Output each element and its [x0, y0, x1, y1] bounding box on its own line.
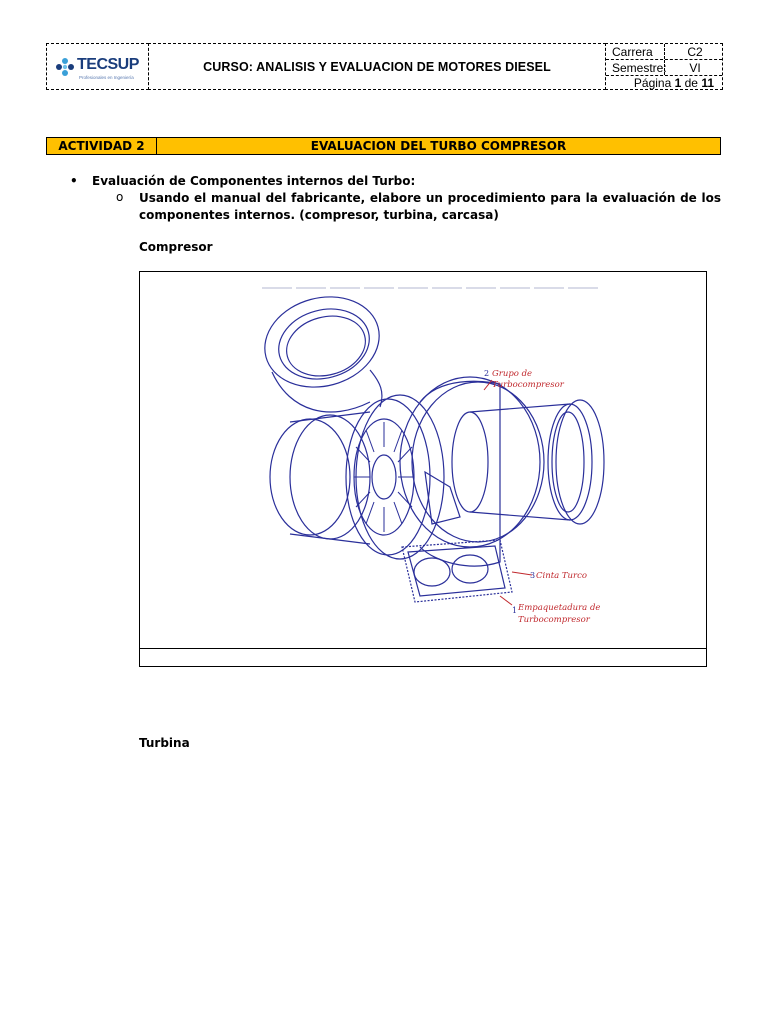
logo-tagline: Profesionales en Ingeniería: [79, 75, 134, 80]
semestre-row: [606, 60, 722, 76]
carrera-row: [606, 44, 722, 60]
figure-caption-row: [140, 648, 706, 666]
logo-cell: [46, 43, 149, 90]
section-turbina-heading: Turbina: [139, 736, 190, 750]
callout-2-number: 2: [484, 369, 490, 378]
carrera-value: C2: [687, 45, 703, 59]
page-mid: de: [681, 76, 702, 90]
course-title: CURSO: ANALISIS Y EVALUACION DE MOTORES DIESEL: [203, 60, 551, 74]
semestre-value: VI: [689, 61, 701, 75]
callout-2-line2: Turbocompresor: [492, 380, 564, 390]
callout-2-line1: Grupo de: [492, 369, 533, 379]
meta-cell: [605, 43, 723, 90]
logo-wordmark: TECSUP: [77, 56, 139, 73]
semestre-label: Semestre:: [612, 61, 667, 75]
bullet-heading: Evaluación de Componentes internos del Turbo:: [92, 174, 416, 188]
callout-3-line1: Cinta Turco: [536, 571, 587, 581]
course-cell: [148, 43, 606, 90]
turbocharger-drawing: [140, 272, 706, 649]
document-header: [46, 43, 723, 90]
section-compresor-heading: Compresor: [139, 240, 213, 254]
page-indicator: [634, 76, 714, 90]
carrera-label: Carrera: [612, 45, 653, 59]
activity-bar: [46, 137, 721, 155]
callout-1-line1: Empaquetadura de: [518, 603, 601, 613]
callout-1-number: 1: [512, 606, 518, 615]
page-row: [606, 76, 722, 91]
tecsup-logo: [55, 55, 145, 83]
tecsup-logo-icon: [55, 57, 75, 77]
activity-label: ACTIVIDAD 2: [47, 138, 157, 154]
page-total: 11: [701, 76, 714, 90]
bullet-glyph: •: [70, 174, 78, 188]
callout-1-line2: Turbocompresor: [518, 615, 590, 625]
instruction-text: Usando el manual del fabricante, elabore un procedimiento para la evaluación de los componentes internos. (compresor, turbina, carcasa): [139, 191, 721, 222]
turbocharger-figure-box: [139, 271, 707, 667]
callout-3-number: 3: [530, 571, 536, 580]
activity-title: EVALUACION DEL TURBO COMPRESOR: [310, 139, 567, 153]
page-number: 1: [674, 76, 682, 90]
sub-bullet-marker: o: [116, 190, 124, 204]
page-prefix: Página: [633, 76, 675, 90]
